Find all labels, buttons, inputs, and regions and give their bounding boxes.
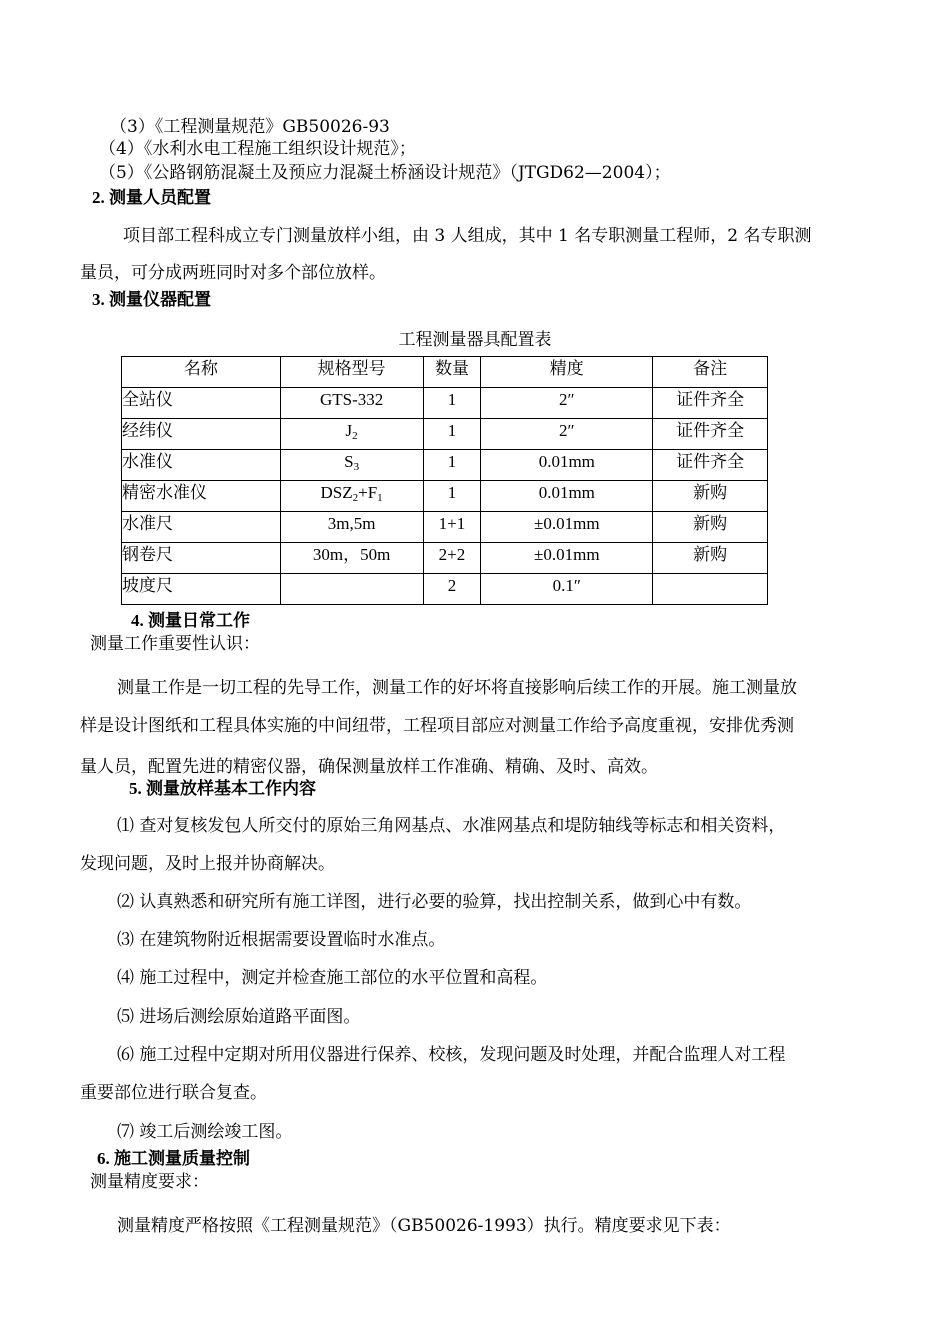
cell-note: 新购	[653, 512, 768, 543]
section-4-subheading: 测量工作重要性认识：	[90, 634, 260, 654]
cell-qty: 2	[423, 574, 481, 605]
table-header-row	[122, 357, 768, 388]
cell-name: 经纬仪	[122, 419, 281, 450]
table-caption: 工程测量器具配置表	[398, 330, 552, 350]
list-item-2: ⑵ 认真熟悉和研究所有施工详图，进行必要的验算，找出控制关系，做到心中有数。	[117, 892, 752, 912]
cell-precision: 0.01mm	[481, 481, 653, 512]
header-precision: 精度	[481, 357, 653, 388]
header-name: 名称	[122, 357, 281, 388]
list-item-3: ⑶ 在建筑物附近根据需要设置临时水准点。	[117, 930, 446, 950]
cell-model	[280, 450, 423, 481]
cell-qty: 1+1	[423, 512, 481, 543]
cell-note: 证件齐全	[653, 388, 768, 419]
cell-note: 证件齐全	[653, 419, 768, 450]
cell-name: 水准尺	[122, 512, 281, 543]
section-2-para-line1: 项目部工程科成立专门测量放样小组，由 3 人组成，其中 1 名专职测量工程师，2 名专职测	[123, 226, 812, 246]
cell-model	[280, 419, 423, 450]
table-row	[122, 543, 768, 574]
cell-qty: 1	[423, 388, 481, 419]
model-subscript-2: 1	[377, 492, 383, 504]
section-3-heading: 3. 测量仪器配置	[92, 290, 211, 309]
model-text: S	[344, 452, 354, 471]
table-row	[122, 574, 768, 605]
cell-model: 30m，50m	[280, 543, 423, 574]
list-item-1-line2: 发现问题，及时上报并协商解决。	[80, 854, 335, 874]
section-2-para-line2: 量员，可分成两班同时对多个部位放样。	[80, 263, 386, 283]
section-4-para-line3: 量人员，配置先进的精密仪器，确保测量放样工作准确、精确、及时、高效。	[80, 757, 658, 777]
section-6-heading: 6. 施工测量质量控制	[97, 1149, 250, 1168]
cell-qty: 1	[423, 419, 481, 450]
table-row	[122, 388, 768, 419]
model-text: J	[345, 421, 353, 440]
header-model: 规格型号	[280, 357, 423, 388]
cell-name: 全站仪	[122, 388, 281, 419]
cell-qty: 1	[423, 481, 481, 512]
cell-qty: 2+2	[423, 543, 481, 574]
cell-model	[280, 481, 423, 512]
model-subscript: 2	[352, 492, 359, 504]
list-item-6-line1: ⑹ 施工过程中定期对所用仪器进行保养、校核，发现问题及时处理，并配合监理人对工程	[117, 1045, 786, 1065]
reference-4: （4）《水利水电工程施工组织设计规范》；	[99, 139, 416, 159]
table-row	[122, 481, 768, 512]
section-4-para-line2: 样是设计图纸和工程具体实施的中间纽带，工程项目部应对测量工作给予高度重视，安排优秀测	[80, 716, 794, 736]
section-6-subheading: 测量精度要求：	[90, 1172, 209, 1192]
model-text: DSZ	[320, 483, 353, 502]
list-item-5: ⑸ 进场后测绘原始道路平面图。	[117, 1007, 361, 1027]
section-6-para: 测量精度严格按照《工程测量规范》（GB50026-1993）执行。精度要求见下表：	[117, 1216, 731, 1236]
model-text-mid: +F	[358, 483, 378, 502]
cell-name: 钢卷尺	[122, 543, 281, 574]
list-item-6-line2: 重要部位进行联合复查。	[80, 1083, 267, 1103]
cell-precision: ±0.01mm	[481, 512, 653, 543]
cell-precision: 0.01mm	[481, 450, 653, 481]
cell-precision: 2″	[481, 388, 653, 419]
cell-model	[280, 574, 423, 605]
reference-5: （5）《公路钢筋混凝土及预应力混凝土桥涵设计规范》（JTGD62—2004）；	[99, 163, 671, 183]
cell-precision: 2″	[481, 419, 653, 450]
cell-note: 新购	[653, 543, 768, 574]
header-qty: 数量	[423, 357, 481, 388]
cell-precision: 0.1″	[481, 574, 653, 605]
section-4-para-line1: 测量工作是一切工程的先导工作，测量工作的好坏将直接影响后续工作的开展。施工测量放	[117, 678, 797, 698]
cell-name: 水准仪	[122, 450, 281, 481]
section-4-heading: 4. 测量日常工作	[131, 611, 250, 630]
cell-model: 3m,5m	[280, 512, 423, 543]
model-subscript: 2	[352, 430, 358, 442]
model-subscript: 3	[353, 461, 360, 473]
cell-note: 新购	[653, 481, 768, 512]
table-row	[122, 512, 768, 543]
table-row	[122, 450, 768, 481]
cell-model: GTS-332	[280, 388, 423, 419]
list-item-4: ⑷ 施工过程中，测定并检查施工部位的水平位置和高程。	[117, 968, 548, 988]
cell-note	[653, 574, 768, 605]
list-item-1-line1: ⑴ 查对复核发包人所交付的原始三角网基点、水准网基点和堤防轴线等标志和相关资料，	[117, 816, 786, 836]
table-row	[122, 419, 768, 450]
instrument-table	[121, 356, 768, 605]
cell-qty: 1	[423, 450, 481, 481]
header-note: 备注	[653, 357, 768, 388]
cell-name: 坡度尺	[122, 574, 281, 605]
cell-note: 证件齐全	[653, 450, 768, 481]
section-5-heading: 5. 测量放样基本工作内容	[129, 779, 316, 798]
section-2-heading: 2. 测量人员配置	[92, 188, 211, 207]
cell-name: 精密水准仪	[122, 481, 281, 512]
cell-precision: ±0.01mm	[481, 543, 653, 574]
reference-3: （3）《工程测量规范》GB50026-93	[110, 117, 390, 137]
list-item-7: ⑺ 竣工后测绘竣工图。	[117, 1122, 293, 1142]
